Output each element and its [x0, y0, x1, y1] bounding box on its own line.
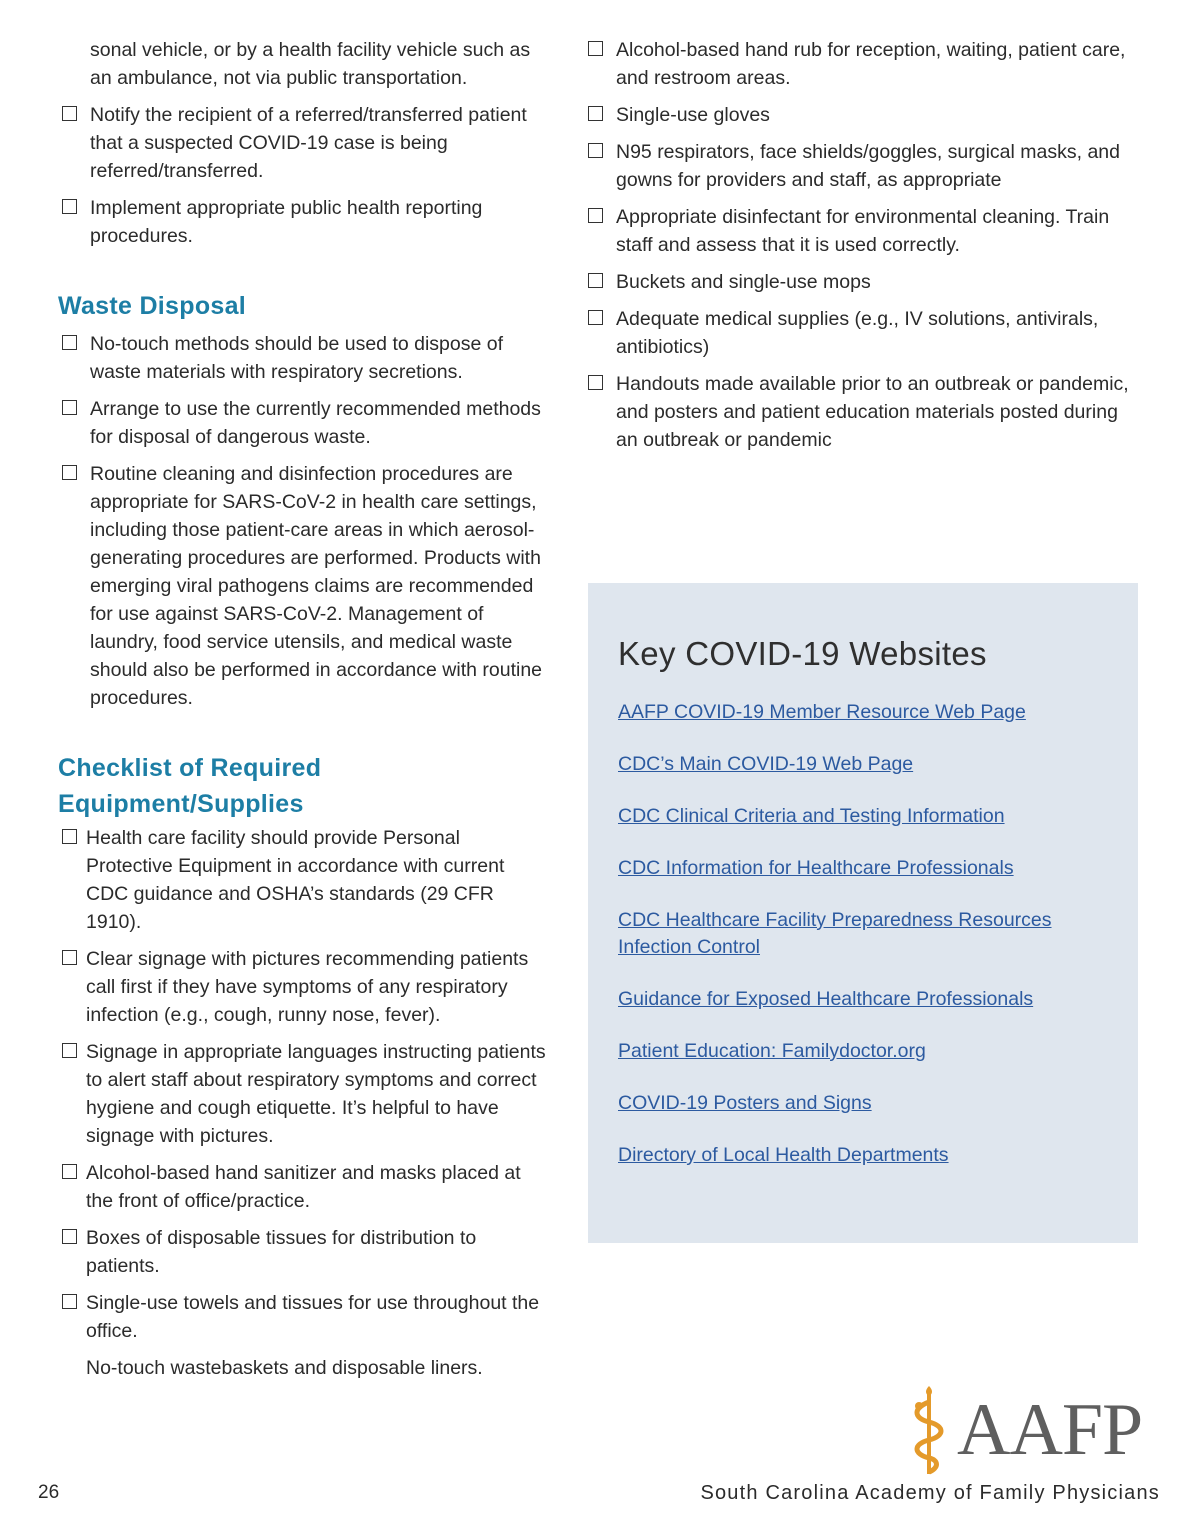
continued-text: sonal vehicle, or by a health facility vehicle such as an ambulance, not via public transportation.	[90, 39, 531, 89]
key-websites-title: Key COVID-19 Websites	[618, 635, 987, 672]
key-websites-panel	[588, 583, 1138, 1243]
link-cdc-healthcare-professionals[interactable]: CDC Information for Healthcare Professionals	[618, 857, 1014, 879]
page-number: 26	[38, 1482, 60, 1503]
checklist-trailing-text: No-touch wastebaskets and disposable liners.	[86, 1357, 483, 1379]
checkbox[interactable]	[62, 1229, 77, 1244]
checkbox[interactable]	[588, 208, 603, 223]
checklist-item[interactable]: No-touch methods should be used to dispose of waste materials with respiratory secretions.	[58, 330, 548, 386]
checklist-item[interactable]: Implement appropriate public health reporting procedures.	[58, 194, 548, 250]
checkbox[interactable]	[588, 310, 603, 325]
checkbox[interactable]	[62, 1294, 77, 1309]
link-cdc-facility-preparedness[interactable]: CDC Healthcare Facility Preparedness Resources Infection Control	[618, 909, 1052, 958]
checkbox[interactable]	[62, 465, 77, 480]
link-aafp-covid-resource[interactable]: AAFP COVID-19 Member Resource Web Page	[618, 701, 1026, 723]
checklist-item[interactable]: Alcohol-based hand rub for reception, waiting, patient care, and restroom areas.	[584, 36, 1144, 92]
website-links	[618, 699, 1118, 1194]
checkbox[interactable]	[62, 1043, 77, 1058]
link-cdc-main-covid[interactable]: CDC’s Main COVID-19 Web Page	[618, 753, 914, 775]
checkbox[interactable]	[62, 335, 77, 350]
logo-text: AAFP	[957, 1389, 1143, 1471]
checklist-item[interactable]: Single-use towels and tissues for use throughout the office.	[58, 1289, 548, 1345]
checklist-heading-line1: Checklist of Required	[58, 754, 322, 782]
checklist-item[interactable]: Appropriate disinfectant for environmental cleaning. Train staff and assess that it is used correctly.	[584, 203, 1144, 259]
checkbox[interactable]	[62, 199, 77, 214]
link-patient-education[interactable]: Patient Education: Familydoctor.org	[618, 1040, 926, 1062]
right-column	[584, 36, 1144, 463]
checkbox[interactable]	[588, 143, 603, 158]
checklist-item[interactable]: Notify the recipient of a referred/transferred patient that a suspected COVID-19 case is being referred/transferred.	[58, 101, 548, 185]
checklist-heading-line2: Equipment/Supplies	[58, 790, 304, 818]
checkbox[interactable]	[62, 950, 77, 965]
checklist-item[interactable]: Clear signage with pictures recommending patients call first if they have symptoms of any respiratory infection (e.g., cough, runny nose, fever).	[58, 945, 548, 1029]
checklist-item[interactable]: Alcohol-based hand sanitizer and masks placed at the front of office/practice.	[58, 1159, 548, 1215]
aafp-logo	[905, 1382, 1143, 1478]
checklist-item[interactable]: Health care facility should provide Personal Protective Equipment in accordance with current CDC guidance and OSHA’s standards (29 CFR 1910).	[58, 824, 548, 936]
checklist-item[interactable]: Adequate medical supplies (e.g., IV solutions, antivirals, antibiotics)	[584, 305, 1144, 361]
checkbox[interactable]	[588, 273, 603, 288]
checklist-item[interactable]: Handouts made available prior to an outbreak or pandemic, and posters and patient education materials posted during an outbreak or pandemic	[584, 370, 1144, 454]
checklist-item[interactable]: Arrange to use the currently recommended methods for disposal of dangerous waste.	[58, 395, 548, 451]
checkbox[interactable]	[62, 1164, 77, 1179]
checklist-item[interactable]: N95 respirators, face shields/goggles, surgical masks, and gowns for providers and staff, as appropriate	[584, 138, 1144, 194]
link-local-health-departments[interactable]: Directory of Local Health Departments	[618, 1144, 949, 1166]
checklist-item[interactable]: Signage in appropriate languages instructing patients to alert staff about respiratory symptoms and correct hygiene and cough etiquette. It’s helpful to have signage with pictures.	[58, 1038, 548, 1150]
left-column	[58, 36, 548, 1391]
checkbox[interactable]	[62, 400, 77, 415]
checkbox[interactable]	[62, 829, 77, 844]
checkbox[interactable]	[588, 41, 603, 56]
checkbox[interactable]	[588, 375, 603, 390]
footer-organization: South Carolina Academy of Family Physicians	[700, 1482, 1160, 1504]
link-cdc-clinical-criteria[interactable]: CDC Clinical Criteria and Testing Information	[618, 805, 1005, 827]
checklist-heading	[58, 750, 548, 822]
link-posters-signs[interactable]: COVID-19 Posters and Signs	[618, 1092, 872, 1114]
checkbox[interactable]	[62, 106, 77, 121]
checklist-item[interactable]: Buckets and single-use mops	[584, 268, 1144, 296]
link-exposed-professionals[interactable]: Guidance for Exposed Healthcare Professionals	[618, 988, 1034, 1010]
checkbox[interactable]	[588, 106, 603, 121]
waste-disposal-heading: Waste Disposal	[58, 292, 247, 320]
checklist-item[interactable]: Routine cleaning and disinfection procedures are appropriate for SARS-CoV-2 in health care settings, including those patient-care areas in which aerosol-generating procedures are performed. Products with emerging viral pathogens claims are recommended for use against SARS-CoV-2. Management of laundry, food service utensils, and medical waste should also be performed in accordance with routine procedures.	[58, 460, 548, 712]
checklist-item[interactable]: Single-use gloves	[584, 101, 1144, 129]
checklist-item[interactable]: Boxes of disposable tissues for distribution to patients.	[58, 1224, 548, 1280]
caduceus-icon	[905, 1382, 953, 1478]
